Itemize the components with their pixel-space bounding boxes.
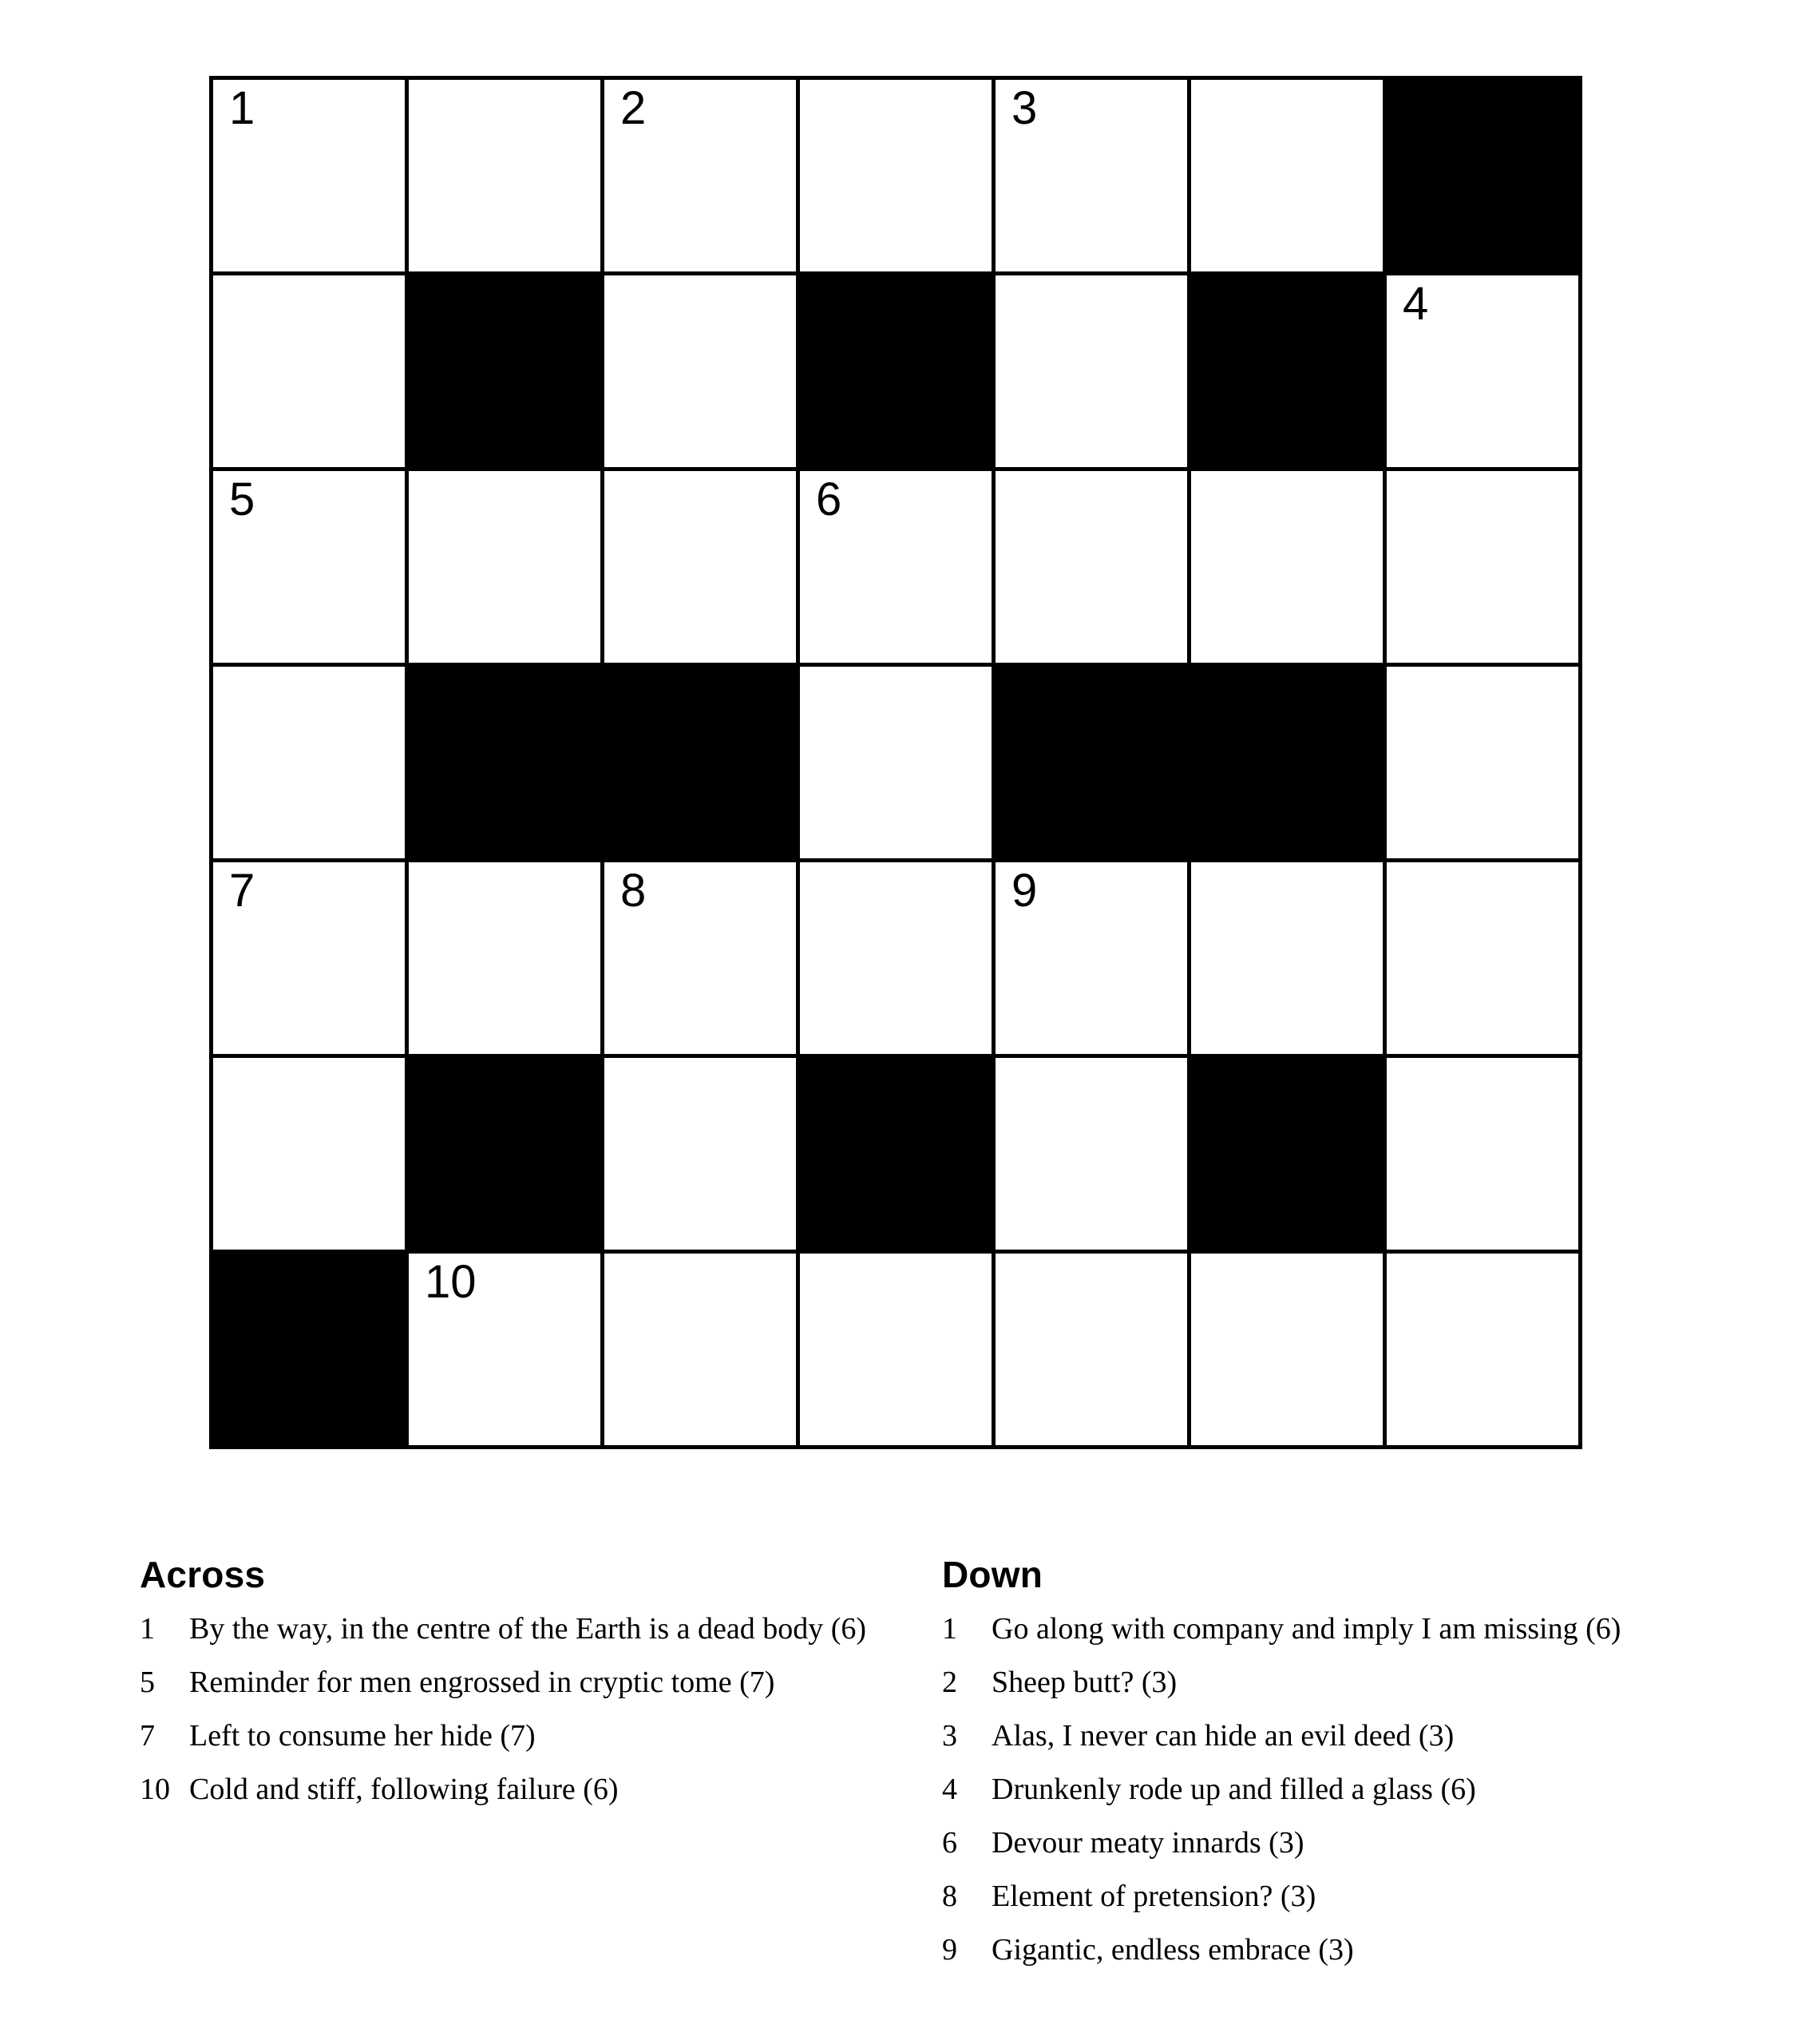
clue-number: 6 [942,1826,957,1860]
down-clue-list [942,1614,1764,1965]
clue-number: 9 [942,1933,957,1967]
grid-cell[interactable] [603,861,798,1056]
grid-cell[interactable] [1190,78,1385,274]
crossword-grid-body [212,78,1581,1448]
grid-cell[interactable] [994,1252,1190,1448]
grid-cell-number: 4 [1403,278,1429,330]
clue-number: 1 [942,1612,957,1646]
clue-item[interactable] [942,1774,1764,1804]
clue-item[interactable] [942,1721,1764,1751]
crossword-row [212,469,1581,665]
clue-number: 3 [942,1719,957,1753]
grid-cell-number: 6 [816,473,842,525]
grid-cell[interactable] [212,665,407,861]
grid-cell[interactable] [603,1252,798,1448]
grid-cell[interactable] [407,78,603,274]
grid-cell[interactable] [407,469,603,665]
grid-cell[interactable] [798,1252,994,1448]
grid-cell[interactable] [994,274,1190,469]
grid-cell-number: 2 [620,82,647,134]
grid-cell[interactable] [212,469,407,665]
grid-cell[interactable] [1190,861,1385,1056]
grid-cell[interactable] [603,274,798,469]
grid-cell-block [1385,78,1581,274]
crossword-row [212,1056,1581,1252]
clue-number: 8 [942,1880,957,1913]
crossword-row [212,1252,1581,1448]
grid-cell-number: 8 [620,865,647,917]
across-clues-column [140,1553,946,1828]
clue-item[interactable] [942,1935,1764,1965]
grid-cell-block [407,274,603,469]
grid-cell[interactable] [603,78,798,274]
crossword-grid-container [209,76,1582,1449]
clue-item[interactable] [140,1667,946,1697]
grid-cell-number: 5 [229,473,255,525]
clue-item[interactable] [942,1881,1764,1911]
grid-cell-block [407,1056,603,1252]
clue-number: 7 [140,1719,155,1753]
grid-cell[interactable] [1385,1056,1581,1252]
grid-cell-block [994,665,1190,861]
grid-cell-block [407,665,603,861]
grid-cell-block [1190,665,1385,861]
grid-cell[interactable] [407,861,603,1056]
grid-cell[interactable] [798,469,994,665]
clue-text: Devour meaty innards (3) [992,1826,1304,1860]
clue-text: Reminder for men engrossed in cryptic tome (7) [189,1666,775,1699]
down-clues-column [942,1553,1764,1988]
clue-number: 1 [140,1612,155,1646]
grid-cell-block [798,274,994,469]
clue-item[interactable] [140,1721,946,1751]
grid-cell[interactable] [798,78,994,274]
clue-text: Element of pretension? (3) [992,1880,1316,1913]
grid-cell[interactable] [603,469,798,665]
clue-item[interactable] [942,1614,1764,1644]
clue-number: 2 [942,1666,957,1699]
grid-cell[interactable] [994,78,1190,274]
clue-number: 4 [942,1773,957,1806]
grid-cell[interactable] [407,1252,603,1448]
grid-cell[interactable] [1190,1252,1385,1448]
grid-cell-block [798,1056,994,1252]
grid-cell[interactable] [1385,1252,1581,1448]
across-clue-list [140,1614,946,1804]
grid-cell[interactable] [603,1056,798,1252]
clue-text: Left to consume her hide (7) [189,1719,536,1753]
crossword-row [212,78,1581,274]
grid-cell-number: 1 [229,82,255,134]
grid-cell[interactable] [1385,274,1581,469]
grid-cell-number: 7 [229,865,255,917]
clue-text: Cold and stiff, following failure (6) [189,1773,619,1806]
crossword-grid[interactable] [209,76,1582,1449]
crossword-row [212,274,1581,469]
down-heading: Down [942,1554,1043,1595]
grid-cell-block [1190,274,1385,469]
grid-cell[interactable] [798,861,994,1056]
grid-cell[interactable] [212,861,407,1056]
clue-text: Alas, I never can hide an evil deed (3) [992,1719,1455,1753]
grid-cell[interactable] [212,274,407,469]
clue-text: Sheep butt? (3) [992,1666,1178,1699]
clue-text: Gigantic, endless embrace (3) [992,1933,1354,1967]
grid-cell-block [603,665,798,861]
crossword-row [212,665,1581,861]
grid-cell-number: 3 [1011,82,1038,134]
clue-item[interactable] [140,1774,946,1804]
clue-text: Go along with company and imply I am missing (6) [992,1612,1621,1646]
clue-item[interactable] [140,1614,946,1644]
grid-cell[interactable] [994,469,1190,665]
clue-item[interactable] [942,1828,1764,1858]
clue-item[interactable] [942,1667,1764,1697]
grid-cell[interactable] [798,665,994,861]
clue-number: 10 [140,1773,170,1806]
grid-cell-block [1190,1056,1385,1252]
grid-cell[interactable] [1385,665,1581,861]
grid-cell[interactable] [1190,469,1385,665]
clue-text: By the way, in the centre of the Earth is a dead body (6) [189,1612,867,1646]
grid-cell[interactable] [1385,861,1581,1056]
grid-cell-number: 9 [1011,865,1038,917]
grid-cell[interactable] [212,78,407,274]
grid-cell[interactable] [1385,469,1581,665]
clue-text: Drunkenly rode up and filled a glass (6) [992,1773,1476,1806]
grid-cell-number: 10 [425,1256,477,1308]
grid-cell[interactable] [994,1056,1190,1252]
crossword-row [212,861,1581,1056]
grid-cell[interactable] [994,861,1190,1056]
across-heading: Across [140,1554,266,1595]
grid-cell-block [212,1252,407,1448]
clue-number: 5 [140,1666,155,1699]
grid-cell[interactable] [212,1056,407,1252]
